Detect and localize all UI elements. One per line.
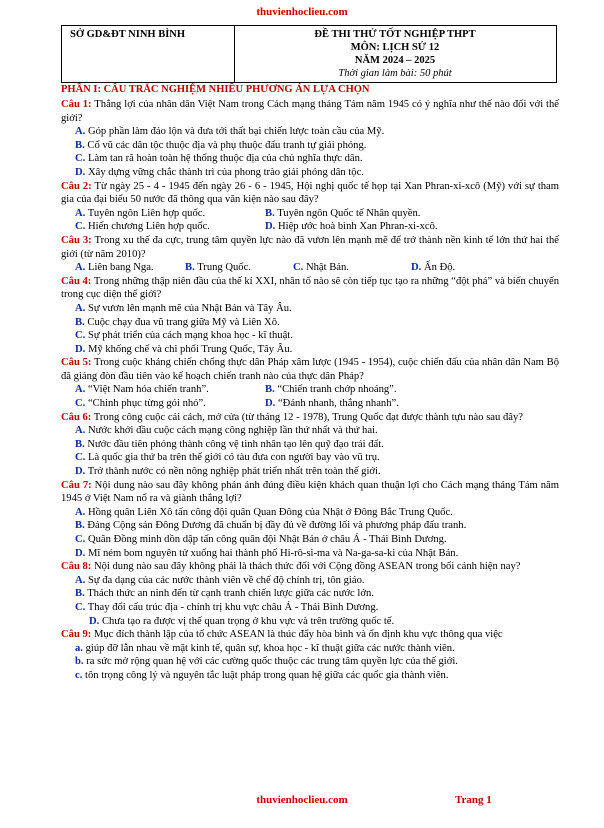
option-a[interactable]: A. Nước khởi đầu cuộc cách mạng công nghiệp lần thứ nhất và thứ hai. xyxy=(75,425,378,437)
option-row xyxy=(61,397,559,411)
question-6 xyxy=(61,411,559,425)
option-d[interactable]: D. Xây dựng vững chắc thành trì của phong trào giải phóng dân tộc. xyxy=(75,166,364,178)
option-c[interactable]: C. Hiến chương Liên hợp quốc. xyxy=(75,221,210,233)
option-a[interactable]: A. Hồng quân Liên Xô tấn công đội quân Quan Đông của Nhật ở Đông Bắc Trung Quốc. xyxy=(75,506,453,518)
question-text: Từ ngày 25 - 4 - 1945 đến ngày 26 - 6 - 1945, Hội nghị quốc tế họp tại Xan Phran-xi-xcô (Mỹ) với sự tham gia của đại biểu 50 nước đã thông qua văn kiện nào sau đây? xyxy=(61,180,560,206)
option-d[interactable]: D. Mĩ ném bom nguyên tử xuống hai thành phố Hi-rô-si-ma và Na-ga-sa-ki của Nhật Bản. xyxy=(75,547,459,559)
question-number: Câu 9: xyxy=(61,629,92,641)
option-b[interactable]: B. “Chiến tranh chớp nhoáng”. xyxy=(265,384,397,396)
option-b[interactable]: B. Nước đầu tiên phóng thành công vệ tinh nhân tạo lên quỹ đạo trái đất. xyxy=(75,438,384,450)
question-text: Trong cuộc kháng chiến chống thực dân Pháp xâm lược (1945 - 1954), cuộc chiến đấu của nhân dân Nam Bộ đã giáng đòn đầu tiên vào kế hoạch chiến tranh nào của thực dân Pháp? xyxy=(61,357,559,382)
question-8 xyxy=(61,560,559,574)
question-number: Câu 1: xyxy=(61,99,92,110)
option-a[interactable]: A. Sự đa dạng của các nước thành viên về chế độ chính trị, tôn giáo. xyxy=(75,574,365,586)
option-a[interactable]: a. giúp đỡ lẫn nhau về mặt kinh tế, quân sự, khoa học - kĩ thuật giữa các nước thành viên. xyxy=(75,642,455,654)
question-number: Câu 3: xyxy=(61,234,92,246)
option-d[interactable]: D. Hiệp ước hoà bình Xan Phran-xi-xcô. xyxy=(265,221,438,233)
question-number: Câu 7: xyxy=(61,479,92,491)
question-2 xyxy=(61,180,559,207)
question-number: Câu 4: xyxy=(61,275,92,287)
exam-year: NĂM 2024 – 2025 xyxy=(354,55,436,66)
option-c[interactable]: C. Thay đổi cấu trúc địa - chính trị khu vực châu Á - Thái Bình Dương. xyxy=(75,601,379,613)
question-text: Nội dung nào sau đây không phản ánh đúng điều kiện khách quan thuận lợi cho Cách mạng tháng Tám năm 1945 ở Việt Nam nổ ra và giành thắng lợi? xyxy=(61,479,559,505)
option-d[interactable]: D. Ấn Độ. xyxy=(411,262,456,274)
option-b[interactable]: B. Cổ vũ các dân tộc thuộc địa và phụ thuộc đấu tranh tự giải phóng. xyxy=(75,139,367,151)
option-c[interactable]: C. Làm tan rã hoàn toàn hệ thống thuộc địa của chủ nghĩa thực dân. xyxy=(75,153,363,165)
option-c[interactable]: C. Là quốc gia thứ ba trên thế giới có tàu đưa con người bay vào vũ trụ. xyxy=(75,452,380,464)
header-left xyxy=(62,26,235,82)
site-watermark-bottom[interactable]: thuvienhoclieu.com xyxy=(256,794,348,806)
option-a[interactable]: A. Liên bang Nga. xyxy=(75,262,154,274)
question-5 xyxy=(61,356,559,383)
questions xyxy=(61,98,559,683)
option-a[interactable]: A. Góp phần làm đảo lộn và đưa tới thất bại chiến lược toàn cầu của Mỹ. xyxy=(75,126,385,138)
option-b[interactable]: B. Cuộc chạy đua vũ trang giữa Mỹ và Liên Xô. xyxy=(75,316,280,328)
exam-header xyxy=(61,25,557,83)
option-c[interactable]: C. Quân Đồng minh dồn dập tấn công quân đội Nhật Bản ở châu Á - Thái Bình Dương. xyxy=(75,534,447,545)
option-d[interactable]: D. Trở thành nước có nền nông nghiệp phát triển nhất trên toàn thế giới. xyxy=(75,466,381,478)
option-b[interactable]: b. ra sức mở rộng quan hệ với các cường quốc thuộc các trung tâm quyền lực của thế giới. xyxy=(75,656,458,668)
option-row xyxy=(61,261,559,275)
option-b[interactable]: B. Trung Quốc. xyxy=(185,262,251,274)
exam-subject: MÔN: LỊCH SỬ 12 xyxy=(350,42,440,53)
question-4 xyxy=(61,275,559,302)
option-b[interactable]: B. Thách thức an ninh đến từ cạnh tranh chiến lược giữa các nước lớn. xyxy=(75,588,374,600)
question-7 xyxy=(61,479,559,506)
question-number: Câu 2: xyxy=(61,180,92,192)
option-d[interactable]: D. “Đánh nhanh, thắng nhanh”. xyxy=(265,398,399,410)
option-a[interactable]: A. Tuyên ngôn Liên hợp quốc. xyxy=(75,207,206,219)
option-c[interactable]: c. tôn trọng công lý và nguyên tắc luật pháp trong quan hệ giữa các quốc gia thành viên. xyxy=(75,669,449,681)
exam-title: ĐỀ THI THỬ TỐT NGHIỆP THPT xyxy=(314,29,476,40)
option-d[interactable]: D. Mỹ khống chế và chi phối Trung Quốc, Tây Âu. xyxy=(75,343,293,355)
question-text: Trong xu thế đa cực, trung tâm quyền lực nào đã vươn lên mạnh mẽ để trở thành nền kinh tế lớn thứ hai thế giới (từ năm 2010)? xyxy=(61,234,559,260)
department-name: SỞ GD&ĐT NINH BÌNH xyxy=(70,29,186,40)
option-row xyxy=(61,220,559,234)
option-b[interactable]: B. Đảng Cộng sản Đông Dương đã chuẩn bị đầy đủ về đường lối và phương pháp đấu tranh. xyxy=(75,520,467,532)
option-row xyxy=(61,207,559,221)
question-text: Trong công cuộc cải cách, mở cửa (từ tháng 12 - 1978), Trung Quốc đạt được thành tựu nào sau đây? xyxy=(91,411,523,423)
site-watermark-top[interactable]: thuvienhoclieu.com xyxy=(256,6,348,18)
option-a[interactable]: A. “Việt Nam hóa chiến tranh”. xyxy=(75,384,209,396)
question-text: Nội dung nào sau đây không phải là thách thức đối với Cộng đồng ASEAN trong bối cảnh hiện nay? xyxy=(91,561,521,573)
question-3 xyxy=(61,234,559,261)
question-number: Câu 8: xyxy=(61,561,92,573)
option-d[interactable]: D. Chưa tạo ra được vị thế quan trọng ở khu vực và trên trường quốc tế. xyxy=(89,615,395,627)
page-number: Trang 1 xyxy=(455,794,492,806)
question-text: Trong những thập niên đầu của thế kỉ XXI, nhân tố nào sẽ còn tiếp tục tạo ra những “đột phá” và biến chuyển trong cục diện thế giới? xyxy=(61,275,560,301)
option-c[interactable]: C. “Chinh phục từng gói nhỏ”. xyxy=(75,398,206,410)
question-text: Mục đích thành lập của tổ chức ASEAN là thúc đẩy hòa bình và ổn định khu vực thông qua việc xyxy=(91,629,503,641)
question-9 xyxy=(61,628,559,642)
option-c[interactable]: C. Sự phát triển của cách mạng khoa học - kĩ thuật. xyxy=(75,330,293,342)
question-number: Câu 5: xyxy=(61,357,92,369)
section-title: PHẦN I: CÂU TRẮC NGHIỆM NHIỀU PHƯƠNG ÁN LỰA CHỌN xyxy=(61,84,370,95)
question-text: Thắng lợi của nhân dân Việt Nam trong Cách mạng tháng Tám năm 1945 có ý nghĩa như thế nào đối với thế giới? xyxy=(61,99,559,124)
option-row xyxy=(61,383,559,397)
question-1 xyxy=(61,98,559,125)
option-b[interactable]: B. Tuyên ngôn Quốc tế Nhân quyền. xyxy=(265,207,421,219)
option-c[interactable]: C. Nhật Bản. xyxy=(293,262,349,274)
question-number: Câu 6: xyxy=(61,411,92,423)
header-right xyxy=(234,26,556,80)
option-a[interactable]: A. Sự vươn lên mạnh mẽ của Nhật Bản và Tây Âu. xyxy=(75,302,292,314)
exam-duration: Thời gian làm bài: 50 phút xyxy=(338,68,452,79)
